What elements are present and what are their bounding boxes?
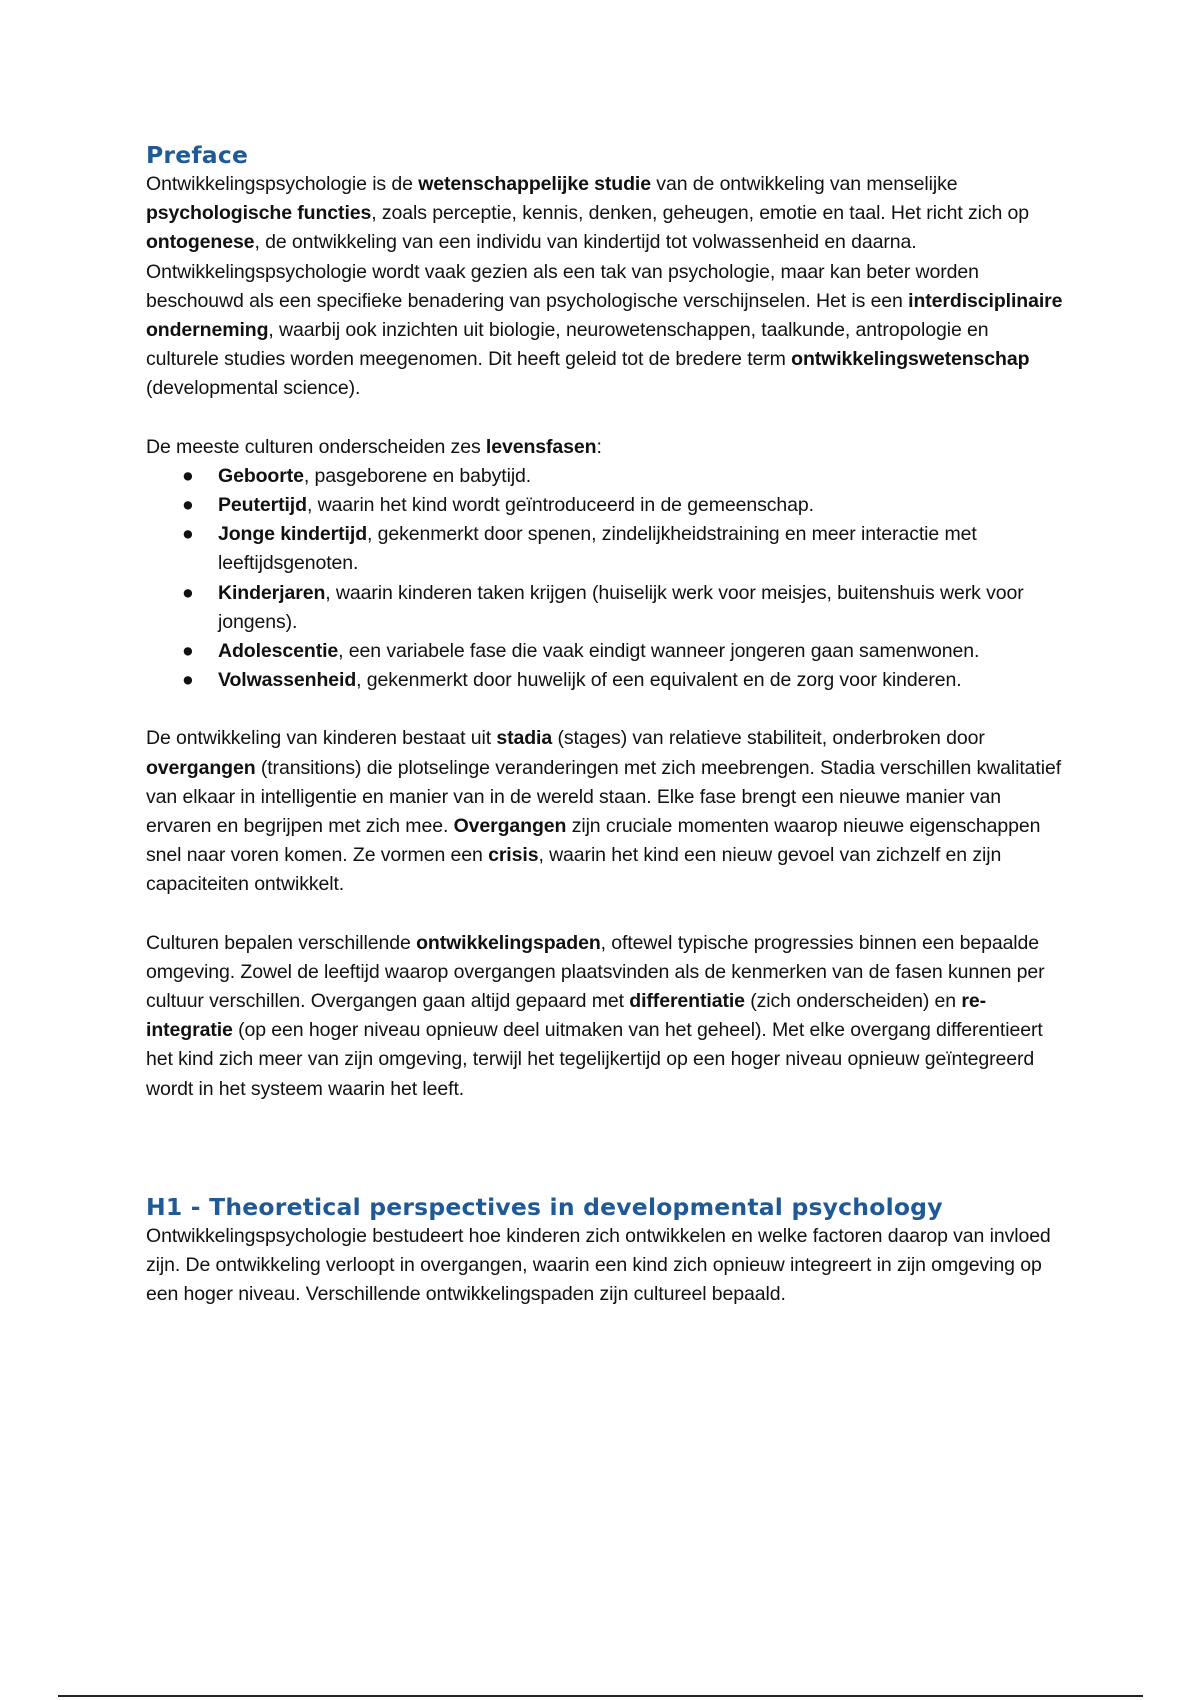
- footer-divider: [58, 1695, 1143, 1697]
- life-phases-intro: De meeste culturen onderscheiden zes levensfasen:: [146, 435, 602, 458]
- preface-paragraph-stages: De ontwikkeling van kinderen bestaat uit stadia (stages) van relatieve stabiliteit, onderbroken door overgangen (transitions) die plotselinge veranderingen met zich meebrengen. Stadia verschillen kwalitatief van elkaar in intelligentie en manier van in de wereld staan. Elke fase brengt een nieuwe manier van ervaren en begrijpen met zich mee. Overgangen zijn cruciale momenten waarop nieuwe eigenschappen snel naar voren komen. Ze vormen een crisis, waarin het kind een nieuw gevoel van zichzelf en zijn capaciteiten ontwikkelt.: [146, 727, 1062, 896]
- bullet-icon: ●: [182, 640, 194, 663]
- bold-term: stadia: [496, 727, 553, 750]
- list-item: [182, 462, 1066, 491]
- bold-term: Peutertijd: [218, 494, 307, 517]
- preface-paragraph-1: Ontwikkelingspsychologie is de wetenschappelijke studie van de ontwikkeling van menselijke psychologische functies, zoals perceptie, kennis, denken, geheugen, emotie en taal. Het richt zich op ontogenese, de ontwikkeling van een individu van kindertijd tot volwassenheid en daarna. Ontwikkelingspsychologie wordt vaak gezien als een tak van psychologie, maar kan beter worden beschouwd als een specifieke benadering van psychologische verschijnselen. Het is een interdisciplinaire onderneming, waarbij ook inzichten uit biologie, neurowetenschappen, taalkunde, antropologie en culturele studies worden meegenomen. Dit heeft geleid tot de bredere term ontwikkelingswetenschap (developmental science).: [146, 173, 1063, 400]
- chapter-1-heading: H1 - Theoretical perspectives in developmental psychology: [146, 1192, 943, 1221]
- bold-term: overgangen: [146, 756, 256, 779]
- document-page: [146, 140, 1066, 1310]
- bold-term: ontogenese: [146, 231, 255, 254]
- bold-term: Jonge kindertijd: [218, 523, 368, 546]
- list-item-text: Adolescentie, een variabele fase die vaak eindigt wanneer jongeren gaan samenwonen.: [218, 640, 980, 663]
- spacer: [146, 900, 1066, 929]
- bold-term: differentiatie: [629, 990, 745, 1013]
- spacer: [146, 404, 1066, 433]
- chapter-1-section: [146, 1192, 1066, 1310]
- list-item-text: Kinderjaren, waarin kinderen taken krijgen (huiselijk werk voor meisjes, buitenshuis werk voor jongens).: [218, 581, 1024, 633]
- bullet-icon: ●: [182, 494, 194, 517]
- life-phases-list: [146, 462, 1066, 696]
- bold-term: Adolescentie: [218, 640, 339, 663]
- list-item-text: Jonge kindertijd, gekenmerkt door spenen, zindelijkheidstraining en meer interactie met leeftijdsgenoten.: [218, 523, 977, 575]
- preface-paragraph-paths: Culturen bepalen verschillende ontwikkelingspaden, oftewel typische progressies binnen een bepaalde omgeving. Zowel de leeftijd waarop overgangen plaatsvinden als de kenmerken van de fasen kunnen per cultuur verschillen. Overgangen gaan altijd gepaard met differentiatie (zich onderscheiden) en re-integratie (op een hoger niveau opnieuw deel uitmaken van het geheel). Met elke overgang differentieert het kind zich meer van zijn omgeving, terwijl het tegelijkertijd op een hoger niveau opnieuw geïntegreerd wordt in het systeem waarin het leeft.: [146, 931, 1045, 1100]
- list-item: [182, 520, 1066, 578]
- bold-term: wetenschappelijke studie: [418, 173, 651, 195]
- list-item: [182, 637, 1066, 666]
- bold-term: re-integratie: [146, 990, 987, 1042]
- bullet-icon: ●: [182, 669, 194, 692]
- spacer: [146, 695, 1066, 724]
- list-item: [182, 579, 1066, 637]
- list-item-text: Peutertijd, waarin het kind wordt geïntroduceerd in de gemeenschap.: [218, 494, 814, 517]
- preface-heading: Preface: [146, 141, 249, 169]
- list-item: [182, 666, 1066, 695]
- bold-term: psychologische functies: [146, 202, 372, 225]
- bold-term: Volwassenheid: [218, 669, 357, 692]
- bold-term: ontwikkelingswetenschap: [791, 348, 1030, 371]
- bold-term: ontwikkelingspaden: [416, 931, 601, 954]
- list-item-text: Geboorte, pasgeborene en babytijd.: [218, 464, 532, 487]
- bold-term: crisis: [488, 844, 539, 867]
- bold-term: Geboorte: [218, 464, 304, 487]
- chapter-1-paragraph: Ontwikkelingspsychologie bestudeert hoe kinderen zich ontwikkelen en welke factoren daarop van invloed zijn. De ontwikkeling verloopt in overgangen, waarin een kind zich opnieuw integreert in zijn omgeving op een hoger niveau. Verschillende ontwikkelingspaden zijn cultureel bepaald.: [146, 1224, 1051, 1306]
- bullet-icon: ●: [182, 581, 194, 604]
- list-item: [182, 491, 1066, 520]
- list-item-text: Volwassenheid, gekenmerkt door huwelijk of een equivalent en de zorg voor kinderen.: [218, 669, 962, 692]
- bold-term: interdisciplinaire onderneming: [146, 289, 1063, 342]
- bold-term: Overgangen: [453, 815, 567, 838]
- bullet-icon: ●: [182, 523, 194, 546]
- bold-term: levensfasen: [485, 435, 597, 458]
- bold-term: Kinderjaren: [218, 581, 326, 604]
- bullet-icon: ●: [182, 464, 194, 487]
